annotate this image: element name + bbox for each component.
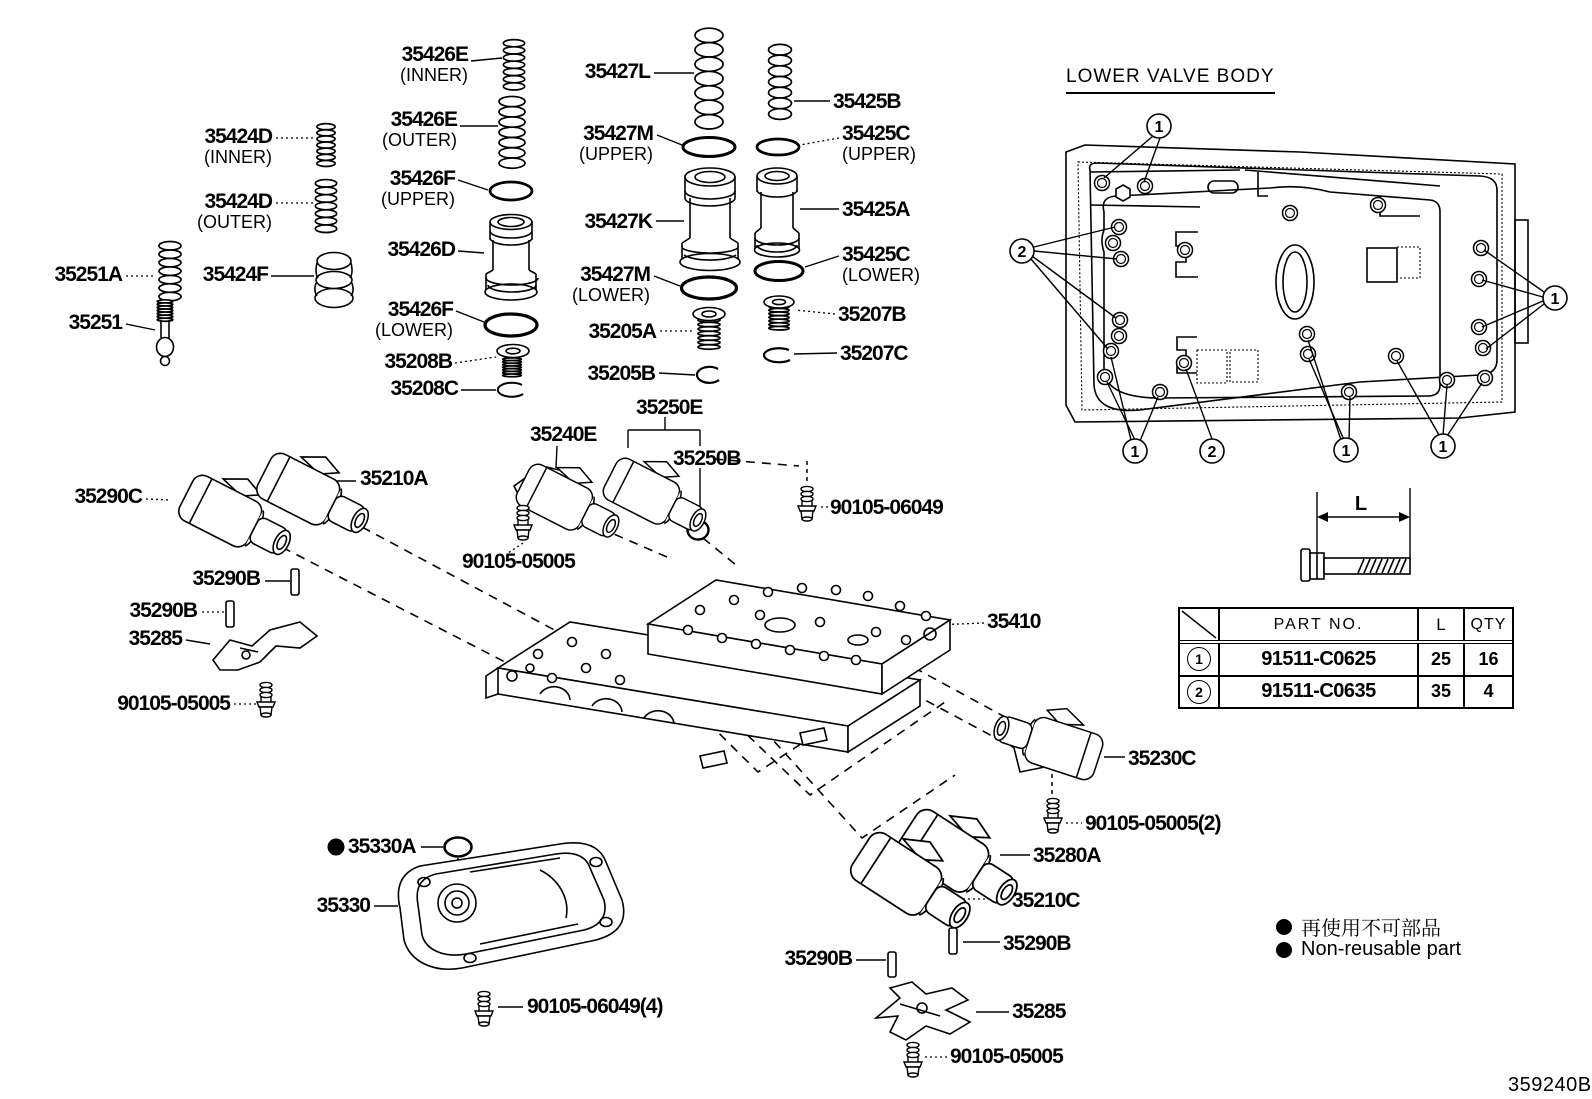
length-cell: 35 <box>1417 677 1463 708</box>
part-label-90105-05005-left: 90105-05005 <box>117 692 230 715</box>
table-row <box>1180 644 1512 675</box>
svg-text:1: 1 <box>1438 439 1448 456</box>
part-label-35285-bottom: 35285 <box>1012 1000 1066 1023</box>
svg-text:2: 2 <box>1017 244 1027 261</box>
part-label-90105-05005-top: 90105-05005 <box>462 550 575 573</box>
part-label-35205a: 35205A <box>588 320 656 343</box>
retainer-35205a <box>693 308 725 350</box>
flange-bolts <box>257 486 1062 1077</box>
legend-jp: 再使用不可部品 <box>1276 912 1441 941</box>
part-label-35330: 35330 <box>316 894 370 917</box>
part-no-cell: 91511-C0625 <box>1218 644 1417 675</box>
retainer-35207b <box>764 296 794 330</box>
bracket-35285-left <box>213 622 317 670</box>
part-label-35210a: 35210A <box>360 467 428 490</box>
part-label-35290b-bot-left: 35290B <box>784 947 852 970</box>
plan-callout-circles <box>1010 114 1567 463</box>
col-header-qty: QTY <box>1463 609 1512 640</box>
qty-cell: 16 <box>1463 644 1512 675</box>
part-label-35250e: 35250E <box>636 396 703 419</box>
fastener-table <box>1178 607 1514 709</box>
part-label-35424f: 35424F <box>202 263 268 286</box>
part-label-35207c: 35207C <box>840 342 908 365</box>
part-label-35290c: 35290C <box>74 485 142 508</box>
svg-text:1: 1 <box>1550 291 1560 308</box>
part-label-35425a: 35425A <box>842 198 910 221</box>
non-reusable-dot-icon <box>1276 942 1292 958</box>
part-label-35210c: 35210C <box>1012 889 1080 912</box>
section-title-lower-valve-body: LOWER VALVE BODY <box>1066 66 1275 94</box>
part-label-35425b: 35425B <box>833 90 901 113</box>
part-label-35240e: 35240E <box>530 423 597 446</box>
part-label-35290b-left1: 35290B <box>192 567 260 590</box>
part-label-35426e-outer: 35426E (OUTER) <box>382 108 457 150</box>
diagonal-line <box>1181 610 1217 639</box>
part-label-35425c-upper: 35425C (UPPER) <box>842 122 917 164</box>
part-label-35207b: 35207B <box>838 303 906 326</box>
callout-1-badge: 1 <box>1187 647 1211 671</box>
valve-body-35410 <box>486 580 950 768</box>
callout-2-badge: 2 <box>1187 680 1211 704</box>
part-label-35230c: 35230C <box>1128 747 1196 770</box>
svg-text:2: 2 <box>1207 444 1217 461</box>
part-label-35285-left: 35285 <box>128 627 182 650</box>
part-label-35427m-upper: 35427M (UPPER) <box>578 122 653 164</box>
part-label-90105-05005-bottom: 90105-05005 <box>950 1045 1063 1068</box>
part-label-35427k: 35427K <box>584 210 652 233</box>
lower-valve-body-plan <box>1010 114 1567 463</box>
non-reusable-dot-icon <box>1276 919 1292 935</box>
part-label-35251: 35251 <box>68 311 122 334</box>
bolt-dimension-diagram <box>1301 488 1410 581</box>
part-label-35424d-outer: 35424D (OUTER) <box>197 190 272 232</box>
part-label-35290b-left2: 35290B <box>129 599 197 622</box>
solenoid-35230c <box>988 689 1110 782</box>
part-label-35427m-lower: 35427M (LOWER) <box>572 263 650 305</box>
part-label-35251a: 35251A <box>54 263 122 286</box>
qty-cell: 4 <box>1463 677 1512 708</box>
svg-text:1: 1 <box>1154 119 1164 136</box>
bracket-35285-bottom <box>876 982 970 1040</box>
oil-strainer-35330 <box>398 843 623 969</box>
part-label-90105-05005-2: 90105-05005(2) <box>1085 812 1221 835</box>
legend-en: Non-reusable part <box>1276 938 1461 961</box>
part-label-35290b-bot-right: 35290B <box>1003 932 1071 955</box>
part-label-35208c: 35208C <box>390 377 458 400</box>
svg-text:1: 1 <box>1341 443 1351 460</box>
part-label-35425c-lower: 35425C (LOWER) <box>842 243 920 285</box>
part-label-35205b: 35205B <box>587 362 655 385</box>
col-header-part-no: PART NO. <box>1218 609 1417 640</box>
sleeve-35427k <box>680 168 740 271</box>
fastener-table-header <box>1180 609 1512 644</box>
part-label-90105-06049: 90105-06049 <box>830 496 943 519</box>
table-diagonal-cell <box>1180 609 1218 640</box>
part-label-35426e-inner: 35426E (INNER) <box>400 43 468 85</box>
valve-35251 <box>157 300 174 366</box>
part-label-35426f-upper: 35426F (UPPER) <box>380 167 455 209</box>
part-label-35330a: 35330A <box>348 835 416 858</box>
col-header-length: L <box>1417 609 1463 640</box>
part-label-35208b: 35208B <box>384 350 452 373</box>
table-row <box>1180 675 1512 708</box>
part-label-35280a: 35280A <box>1033 844 1101 867</box>
svg-text:1: 1 <box>1130 444 1140 461</box>
part-label-35410: 35410 <box>987 610 1041 633</box>
dimension-l-label: L <box>1354 493 1368 515</box>
drawing-number: 359240B <box>1508 1074 1592 1096</box>
part-label-35250b: 35250B <box>673 447 741 470</box>
length-cell: 25 <box>1417 644 1463 675</box>
part-label-35424d-inner: 35424D (INNER) <box>204 125 272 167</box>
sleeve-35425a <box>755 168 800 257</box>
non-reusable-dot-35330a <box>328 839 345 856</box>
part-label-35427l: 35427L <box>584 60 650 83</box>
part-label-35426d: 35426D <box>387 238 455 261</box>
part-label-35426f-lower: 35426F (LOWER) <box>375 298 453 340</box>
part-label-90105-06049-4: 90105-06049(4) <box>527 995 663 1018</box>
part-no-cell: 91511-C0635 <box>1218 677 1417 708</box>
